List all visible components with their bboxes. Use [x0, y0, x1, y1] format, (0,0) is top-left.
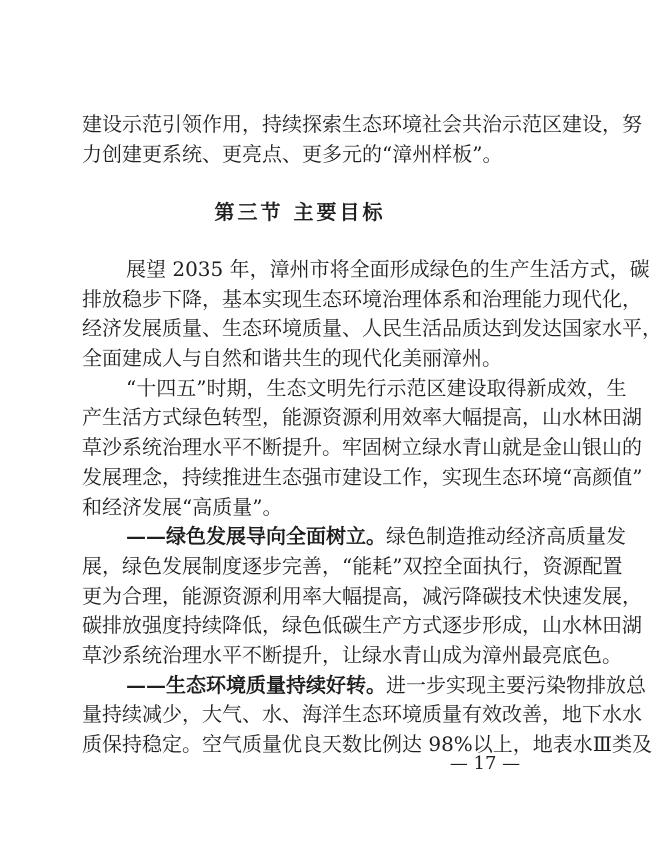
text-line: 碳排放强度持续降低，绿色低碳生产方式逐步形成，山水林田湖: [82, 613, 642, 638]
intro-paragraph: [82, 110, 642, 169]
body-text: [82, 255, 662, 760]
text-line: 质保持稳定。空气质量优良天数比例达 98%以上，地表水Ⅲ类及: [82, 732, 653, 756]
bold-lead: ——绿色发展导向全面树立。: [126, 524, 386, 549]
text-line: 草沙系统治理水平不断提升，让绿水青山成为漳州最亮底色。: [82, 642, 622, 667]
text-line: [82, 522, 626, 552]
text-line: 草沙系统治理水平不断提升。牢固树立绿水青山就是金山银山的: [82, 435, 642, 460]
paragraph-14th-five-year: [82, 374, 643, 522]
text-span: 进一步实现主要污染物排放总: [386, 672, 646, 697]
text-line: 更为合理，能源资源利用率大幅提高，减污降碳技术快速发展，: [82, 583, 642, 608]
section-heading: 第三节 主要目标: [214, 200, 386, 224]
text-line: 排放稳步下降，基本实现生态环境治理体系和治理能力现代化，: [82, 286, 642, 311]
text-line: [82, 671, 646, 701]
text-line: 力创建更系统、更亮点、更多元的“漳州样板”。: [82, 141, 503, 166]
text-line: 展，绿色发展制度逐步完善，“能耗”双控全面执行，资源配置: [82, 553, 623, 578]
paragraph-environment-quality: [82, 671, 653, 760]
text-line: 发展理念，持续推进生态强市建设工作，实现生态环境“高颜值”: [82, 464, 643, 489]
text-line: “十四五”时期，生态文明先行示范区建设取得新成效，生: [126, 375, 627, 400]
bold-lead: ——生态环境质量持续好转。: [126, 672, 386, 697]
text-line: 全面建成人与自然和谐共生的现代化美丽漳州。: [82, 346, 502, 371]
text-line: 产生活方式绿色转型，能源资源利用效率大幅提高，山水林田湖: [82, 405, 642, 430]
page-number: — 17 —: [449, 753, 521, 774]
paragraph-vision-2035: [82, 255, 662, 374]
text-line: 经济发展质量、生态环境质量、人民生活品质达到发达国家水平，: [82, 316, 662, 341]
text-line: 建设示范引领作用，持续探索生态环境社会共治示范区建设，努: [82, 112, 642, 136]
text-line: 展望 2035 年，漳州市将全面形成绿色的生产生活方式，碳: [126, 257, 650, 281]
text-line: 和经济发展“高质量”。: [82, 494, 283, 519]
text-span: 绿色制造推动经济高质量发: [386, 524, 626, 549]
paragraph-green-development: [82, 522, 642, 670]
text-line: 量持续减少，大气、水、海洋生态环境质量有效改善，地下水水: [82, 702, 642, 727]
